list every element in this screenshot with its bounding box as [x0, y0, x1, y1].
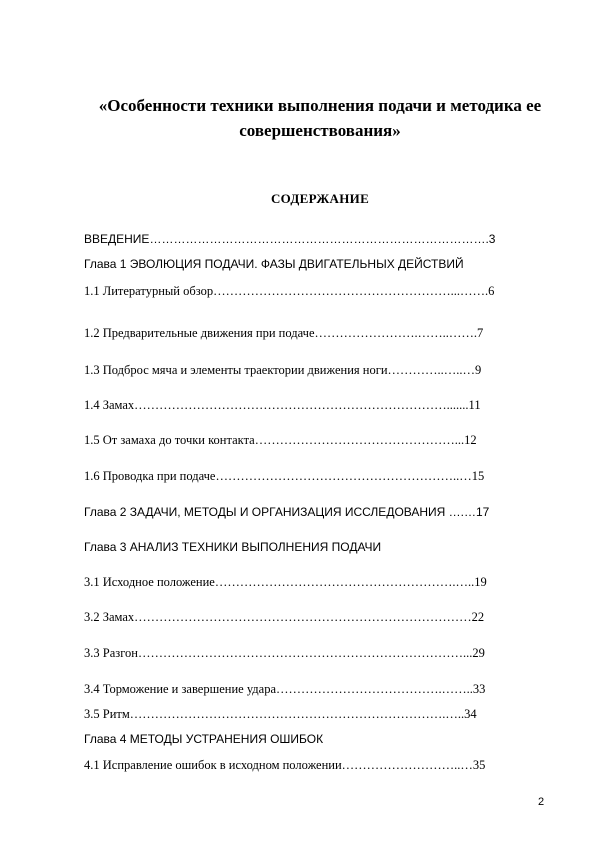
toc-entry: 1.1 Литературный обзор…………………………………………………...…….6 — [84, 284, 495, 298]
document-title — [60, 93, 580, 143]
toc-entry: 3.1 Исходное положение………………………………………………….…..19 — [84, 575, 487, 589]
toc-entry: 1.2 Предварительные движения при подаче…………………….……..…….7 — [84, 326, 484, 340]
toc-entry: Глава 4 МЕТОДЫ УСТРАНЕНИЯ ОШИБОК — [84, 732, 324, 746]
title-line-2: совершенствования» — [239, 121, 401, 140]
toc-entry: 1.6 Проводка при подаче…………………………………………………..…15 — [84, 469, 485, 483]
toc-entry: Глава 1 ЭВОЛЮЦИЯ ПОДАЧИ. ФАЗЫ ДВИГАТЕЛЬНЫХ ДЕЙСТВИЙ — [84, 257, 464, 271]
toc-heading: СОДЕРЖАНИЕ — [270, 191, 370, 206]
toc-entry: 1.3 Подброс мяча и элементы траектории движения ноги…………..…..…9 — [84, 363, 482, 377]
toc-entry: 3.3 Разгон……………………………………………………………………...29 — [84, 646, 485, 660]
toc-entry: 1.5 От замаха до точки контакта…………………………………………...12 — [84, 433, 477, 447]
toc-entry: Глава 2 ЗАДАЧИ, МЕТОДЫ И ОРГАНИЗАЦИЯ ИССЛЕДОВАНИЯ ….…17 — [84, 505, 490, 519]
toc-entry: Глава 3 АНАЛИЗ ТЕХНИКИ ВЫПОЛНЕНИЯ ПОДАЧИ — [84, 540, 382, 554]
page-number: 2 — [538, 796, 545, 808]
toc-entry: 3.5 Ритм………………………………………………………………….…..34 — [84, 707, 477, 721]
toc-entry: ВВЕДЕНИЕ………………………………………………………………………….3 — [84, 232, 496, 246]
toc-entry: 3.4 Торможение и завершение удара………………………………….……..33 — [84, 682, 486, 696]
toc-entry: 1.4 Замах………………………………………………………………….......11 — [84, 398, 481, 412]
toc-entry: 4.1 Исправление ошибок в исходном положении………………………..…35 — [84, 758, 486, 772]
toc-entry: 3.2 Замах………………………………………………………………………22 — [84, 610, 485, 624]
title-line-1: «Особенности техники выполнения подачи и методика ее — [98, 96, 542, 115]
